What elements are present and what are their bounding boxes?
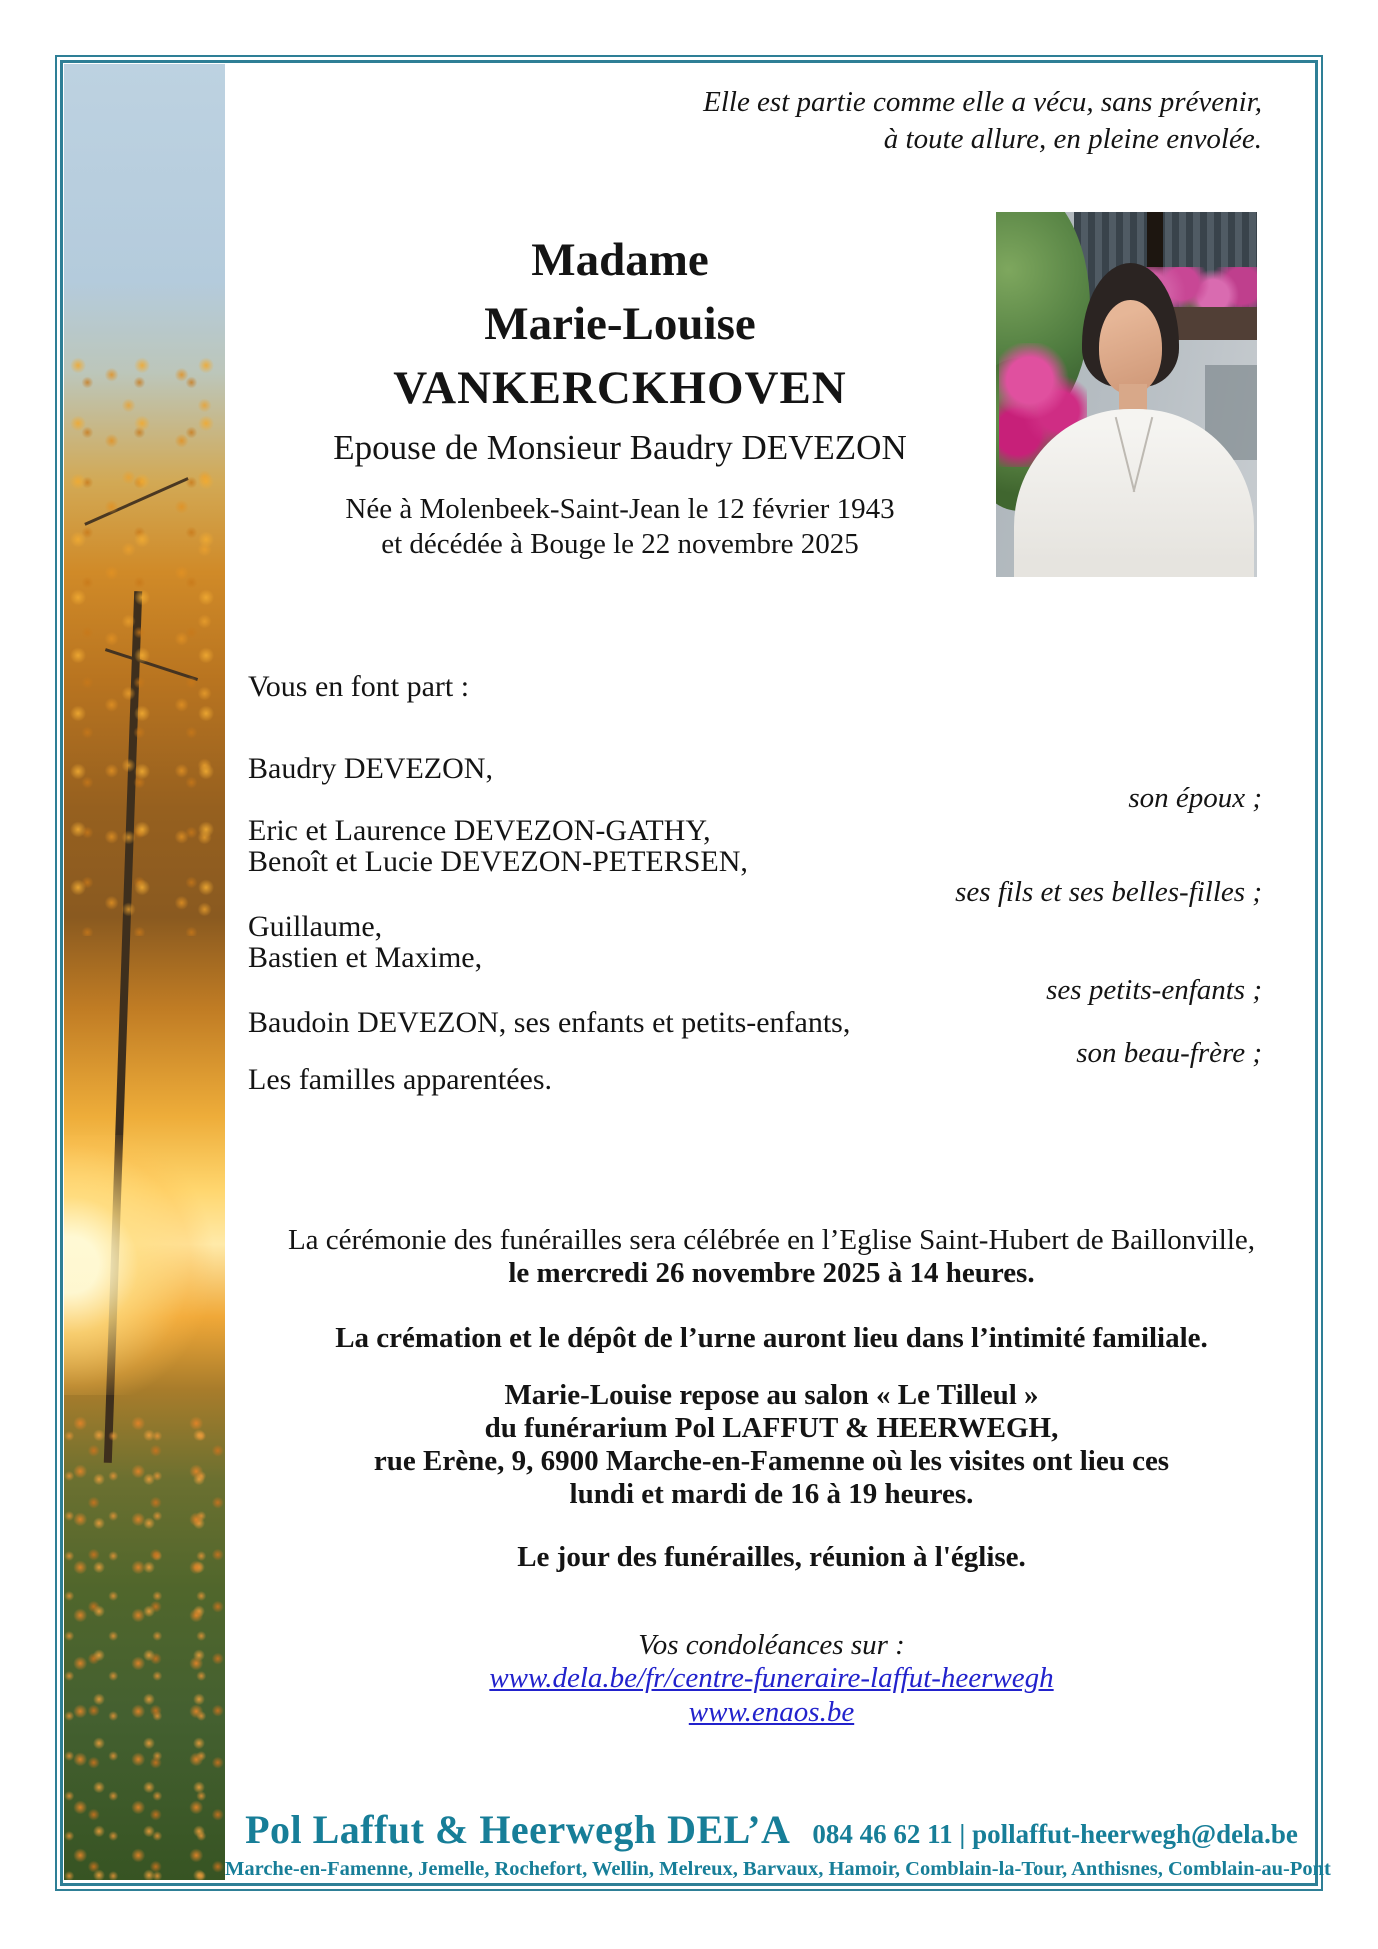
funeral-home-logo [245, 1806, 790, 1853]
death-line: et décédée à Bouge le 22 novembre 2025 [381, 528, 859, 560]
spouse-line: Epouse de Monsieur Baudry DEVEZON [333, 428, 907, 467]
quote-line-1: Elle est partie comme elle a vécu, sans prévenir, [703, 86, 1262, 118]
deceased-title: Madame [531, 234, 709, 286]
condolences-link-row [225, 1662, 1318, 1695]
photo-woman-face [1099, 300, 1162, 395]
reunion-line: Le jour des funérailles, réunion à l'église. [517, 1541, 1026, 1573]
family-name-line: Baudry DEVEZON, [248, 752, 493, 785]
condolences-label: Vos condoléances sur : [638, 1629, 905, 1661]
family-name-line: Baudoin DEVEZON, ses enfants et petits-enfants, [248, 1006, 851, 1039]
ceremony-line-1: La cérémonie des funérailles sera célébrée en l’Eglise Saint-Hubert de Baillonville, [287, 1224, 1256, 1256]
portrait-photo [996, 212, 1257, 577]
birth-death-lines [225, 492, 1015, 562]
deceased-header [225, 228, 1015, 562]
footer-locations: Marche-en-Famenne, Jemelle, Rochefort, Wellin, Melreux, Barvaux, Hamoir, Comblain-la-Tour, Anthisnes, Comblain-au-Pont [225, 1858, 1331, 1880]
repose-line-4: lundi et mardi de 16 à 19 heures. [569, 1478, 974, 1510]
deceased-last-name: VANKERCKHOVEN [393, 362, 847, 414]
family-name-line: Les familles apparentées. [248, 1063, 553, 1096]
repose-block [225, 1379, 1318, 1511]
family-name-line: Benoît et Lucie DEVEZON-PETERSEN, [248, 845, 748, 878]
strip-fallen-leaves [64, 1408, 225, 1880]
quote-line-2: à toute allure, en pleine envolée. [883, 123, 1262, 155]
deceased-first-names: Marie-Louise [484, 298, 756, 350]
condolences-link-dela[interactable]: www.dela.be/fr/centre-funeraire-laffut-heerwegh [489, 1662, 1054, 1694]
footer-phone: 084 46 62 11 [812, 1819, 953, 1849]
funeral-home-name: Pol Laffut & Heerwegh [245, 1807, 657, 1852]
condolences-link-row [225, 1696, 1318, 1729]
strip-sun-glow [64, 1135, 224, 1395]
relation-label: son époux ; [1128, 782, 1262, 814]
footer-brand-line [225, 1806, 1318, 1853]
repose-line-2: du funérarium Pol LAFFUT & HEERWEGH, [484, 1412, 1059, 1444]
footer-separator: | [959, 1819, 966, 1849]
relation-label: ses fils et ses belles-filles ; [955, 876, 1262, 908]
opening-quote [703, 84, 1262, 158]
repose-line-1: Marie-Louise repose au salon « Le Tilleul » [504, 1379, 1039, 1411]
relation-label: ses petits-enfants ; [1046, 974, 1262, 1006]
cremation-line: La crémation et le dépôt de l’urne auront lieu dans l’intimité familiale. [335, 1322, 1208, 1354]
family-name-line: Bastien et Maxime, [248, 941, 483, 974]
announcement-intro: Vous en font part : [248, 670, 470, 703]
strip-golden-foliage [64, 355, 225, 936]
relation-label: son beau-frère ; [1076, 1037, 1262, 1069]
birth-line: Née à Molenbeek-Saint-Jean le 12 février 1943 [345, 493, 895, 525]
autumn-photo-strip [64, 64, 225, 1880]
footer-contact [812, 1819, 1298, 1850]
ceremony-line-2: le mercredi 26 novembre 2025 à 14 heures. [508, 1257, 1035, 1289]
condolences-link-enaos[interactable]: www.enaos.be [688, 1696, 855, 1728]
repose-line-3: rue Erène, 9, 6900 Marche-en-Famenne où les visites ont lieu ces [373, 1445, 1170, 1477]
family-name-line: Eric et Laurence DEVEZON-GATHY, [248, 814, 711, 847]
funeral-home-brand-mark: DEL’A [667, 1807, 791, 1852]
footer-email: pollaffut-heerwegh@dela.be [972, 1819, 1298, 1849]
family-name-line: Guillaume, [248, 910, 383, 943]
